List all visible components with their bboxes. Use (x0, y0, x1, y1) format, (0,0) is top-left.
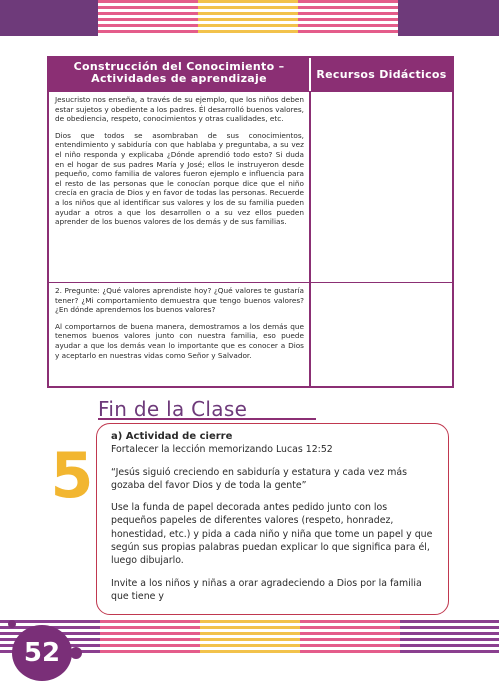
page-number: 52 (12, 625, 72, 681)
lesson-table (47, 56, 454, 388)
activities-cell (49, 92, 309, 282)
title-underline (98, 418, 316, 420)
paragraph: Jesucristo nos enseña, a través de su ejemplo, que los niños deben estar sujetos y obediente a los padres. Él desarrolló buenos valores, de obediencia, respeto, conocimientos y otras cualidades, etc. (55, 95, 304, 124)
prayer-instruction: Invite a los niños y niñas a orar agradeciendo a Dios por la familia que tiene y (111, 577, 422, 602)
table-row (49, 91, 452, 282)
paragraph: Dios que todos se asombraban de sus conocimientos, entendimiento y sabiduría con que hablaba y preguntaba, a su vez el niño responda y explicaba ¿Dónde aprendió todo esto? Si duda en el hogar de sus padres María y José; ellos le instruyeron desde pequeño, como familia de valores fueron ejemplo e influencia para el resto de las personas que le conocían porque dice que el niño crecía en gracia de Dios y en favor de todas las personas. Recuerde a los niños que al identificar sus valores y los de su familia pueden ayudar a otros a que los desarrollen o a su vez ellos pueden aprender de los buenos valores de los demás y de sus familias. (55, 130, 304, 227)
decorative-dot (8, 620, 16, 628)
paragraph: 2. Pregunte: ¿Qué valores aprendiste hoy? ¿Qué valores te gustaría tener? ¿Mi comportamiento demuestra que tengo buenos valores? ¿En dónde aprendemos los buenos valores? (55, 286, 304, 315)
band-purple-block (0, 0, 98, 36)
table-header (49, 58, 452, 91)
band-pink-waves (98, 0, 198, 36)
header-teaching-resources: Recursos Didácticos (309, 58, 452, 91)
decorative-dot (70, 647, 82, 659)
resources-cell (309, 283, 452, 387)
activity-instructions: Use la funda de papel decorada antes pedido junto con los pequeños papeles de diferentes valores (respeto, honradez, honestidad, etc.) y pida a cada niño y niña que tome un papel y que según sus propias palabras puedan explicar lo que significa para él, luego dibujarlo. (111, 502, 433, 567)
band-yellow-waves (198, 0, 298, 36)
bible-quote: “Jesús siguió creciendo en sabiduría y estatura y cada vez más gozaba del favor Dios y de toda la gente” (111, 466, 408, 491)
activities-cell (49, 283, 309, 387)
resources-cell (309, 92, 452, 282)
header-knowledge-construction: Construcción del Conocimiento – Actividades de aprendizaje (73, 60, 285, 85)
band-purple-waves-bottom (400, 620, 499, 656)
paragraph: Al comportarnos de buena manera, demostramos a los demás que tenemos buenos valores junto con nuestra familia, eso puede ayudar a que los demás vean lo importante que es conocer a Dios y aceptarlo en nuestras vidas como Señor y Salvador. (55, 321, 304, 360)
band-pink-waves-bottom (100, 620, 200, 656)
top-decorative-band (0, 0, 499, 36)
table-row (49, 282, 452, 387)
closing-activity-card (96, 423, 449, 615)
activity-heading: a) Actividad de cierre (111, 431, 233, 442)
band-yellow-waves-bottom (200, 620, 300, 656)
memorize-instruction: Fortalecer la lección memorizando Lucas 12:52 (111, 444, 333, 456)
band-pink-waves-bottom-2 (300, 620, 400, 656)
band-pink-waves-2 (298, 0, 398, 36)
section-title: Fin de la Clase (98, 397, 248, 421)
band-purple-block-2 (398, 0, 499, 36)
step-number: 5 (50, 439, 94, 512)
